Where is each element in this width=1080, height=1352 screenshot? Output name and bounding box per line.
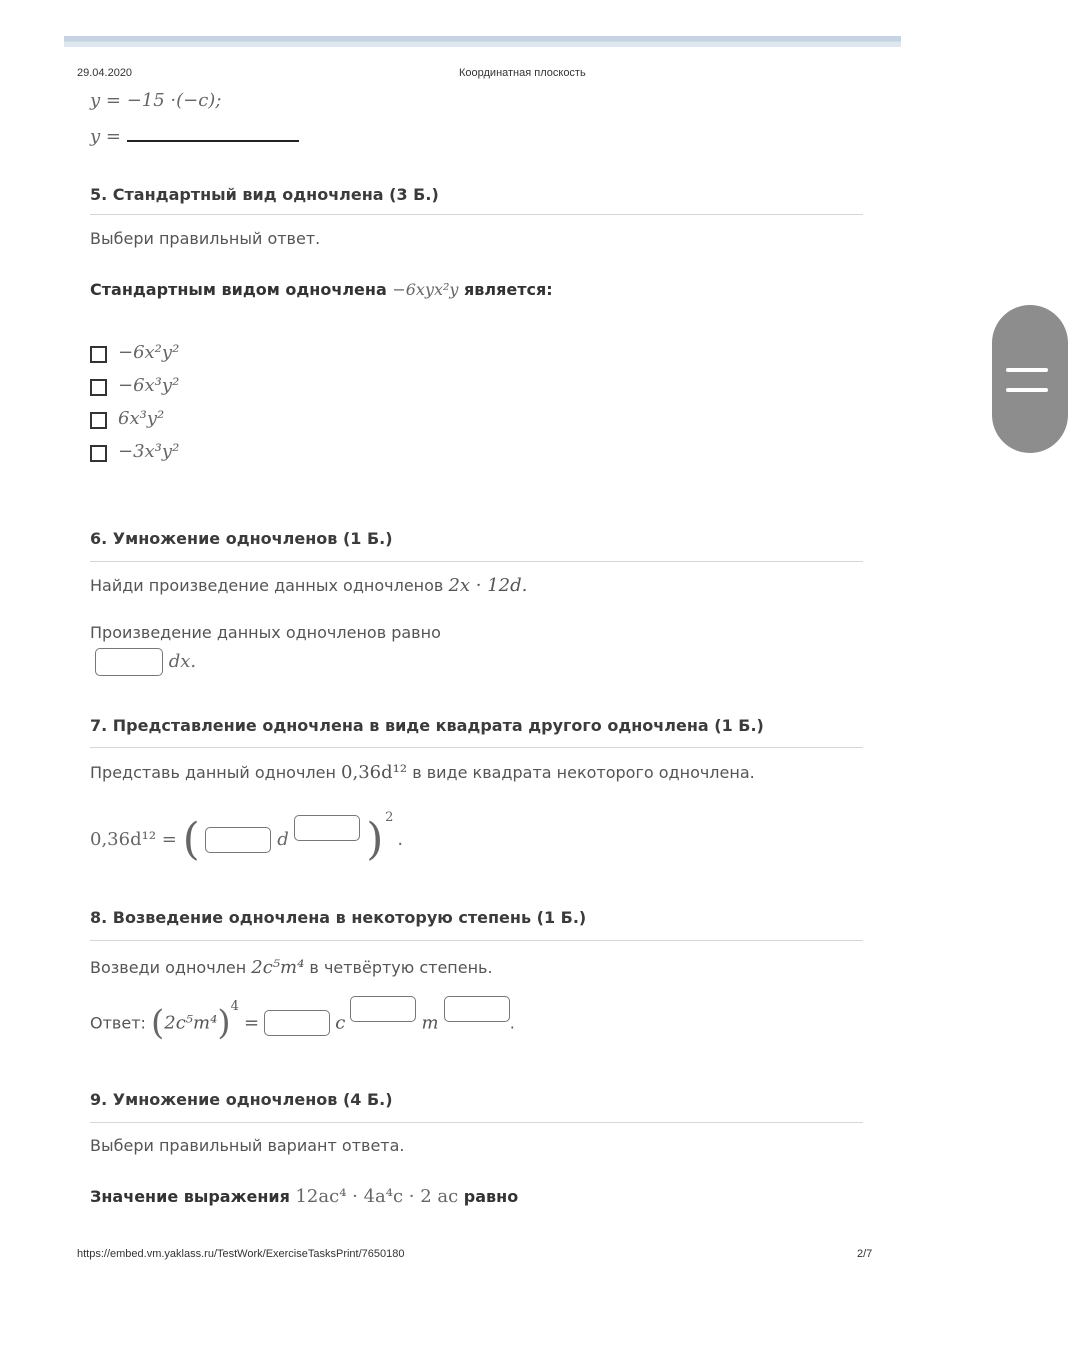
q9-prompt-before: Значение выражения: [90, 1187, 290, 1206]
q4-answer-prefix: y =: [90, 126, 121, 147]
q7-instruction-after: в виде квадрата некоторого одночлена.: [412, 763, 755, 782]
q7-instruction-before: Представь данный одночлен: [90, 763, 336, 782]
q6-divider: [90, 561, 863, 562]
q8-title: 8. Возведение одночлена в некоторую степень (1 Б.): [90, 908, 587, 927]
q5-option-3-label[interactable]: 6x³y²: [118, 408, 165, 429]
q8-instruction-expr: 2c⁵m⁴: [251, 957, 305, 978]
q7-coefficient-input[interactable]: [205, 827, 271, 853]
q5-option-1-checkbox[interactable]: [90, 346, 107, 363]
q8-instruction-before: Возведи одночлен: [90, 958, 247, 977]
q7-title: 7. Представление одночлена в виде квадрата другого одночлена (1 Б.): [90, 716, 764, 735]
q8-answer-row: [90, 998, 515, 1053]
q8-left-paren: (: [151, 1003, 165, 1043]
q7-instruction: [90, 762, 755, 783]
q4-answer-line: [90, 126, 299, 147]
q9-title: 9. Умножение одночленов (4 Б.): [90, 1090, 393, 1109]
q8-right-paren: ): [217, 1003, 231, 1043]
print-page-number: 2/7: [857, 1248, 873, 1260]
q7-equation: [90, 809, 404, 874]
q9-prompt: [90, 1186, 518, 1207]
q5-option-1-label[interactable]: −6x²y²: [118, 342, 180, 363]
q7-exponent-input[interactable]: [294, 815, 360, 841]
q4-answer-blank[interactable]: [127, 126, 299, 142]
q6-instruction-text: Найди произведение данных одночленов: [90, 576, 444, 595]
q8-var-c: c: [335, 1012, 346, 1034]
q5-prompt-expr: −6xyx²y: [392, 280, 459, 299]
q9-divider: [90, 1122, 863, 1123]
q6-instruction-expr: 2x · 12d.: [448, 575, 528, 596]
q7-instruction-expr: 0,36d¹²: [341, 762, 408, 783]
q5-prompt-after: является:: [464, 280, 553, 299]
q9-instruction: Выбери правильный вариант ответа.: [90, 1136, 405, 1155]
q8-equals: =: [243, 1012, 260, 1034]
drag-handle-line-top: [1006, 368, 1048, 372]
print-url: https://embed.vm.yaklass.ru/TestWork/ExerciseTasksPrint/7650180: [77, 1248, 405, 1260]
print-title: Координатная плоскость: [459, 67, 586, 79]
q7-outer-exponent: 2: [385, 809, 394, 825]
q6-title: 6. Умножение одночленов (1 Б.): [90, 529, 393, 548]
q7-right-paren: ): [366, 814, 384, 865]
q7-var: d: [277, 829, 289, 850]
q9-prompt-after: равно: [463, 1187, 519, 1206]
q8-period: .: [509, 1013, 515, 1033]
q8-base: 2c⁵m⁴: [164, 1012, 218, 1034]
q8-answer-label: Ответ:: [90, 1013, 146, 1033]
q8-coefficient-input[interactable]: [264, 1010, 330, 1036]
q6-answer-suffix: dx.: [168, 651, 197, 672]
scroll-handle[interactable]: [992, 305, 1068, 453]
print-date: 29.04.2020: [77, 67, 133, 79]
q5-option-3-checkbox[interactable]: [90, 412, 107, 429]
q8-instruction: [90, 957, 493, 978]
q5-option-4-label[interactable]: −3x³y²: [118, 441, 180, 462]
q5-divider: [90, 214, 863, 215]
q5-title: 5. Стандартный вид одночлена (3 Б.): [90, 185, 439, 204]
q8-var-m: m: [421, 1012, 439, 1034]
q5-prompt: [90, 280, 553, 299]
q8-divider: [90, 940, 863, 941]
q5-instruction: Выбери правильный ответ.: [90, 229, 321, 248]
q7-left-paren: (: [182, 814, 200, 865]
q4-equation: y = −15 ·(−c);: [90, 90, 222, 111]
q5-option-4-checkbox[interactable]: [90, 445, 107, 462]
q8-instruction-after: в четвёртую степень.: [309, 958, 493, 977]
q9-prompt-expr: 12ac⁴ · 4a⁴c · 2 ac: [295, 1186, 459, 1207]
q8-c-exponent-input[interactable]: [350, 996, 416, 1022]
q6-answer-row: [95, 648, 196, 676]
q7-period: .: [397, 829, 404, 850]
q5-option-2-label[interactable]: −6x³y²: [118, 375, 180, 396]
q6-instruction: [90, 575, 527, 596]
page-top-bar: [64, 36, 901, 47]
drag-handle-line-bottom: [1006, 388, 1048, 392]
q7-divider: [90, 747, 863, 748]
q8-m-exponent-input[interactable]: [444, 996, 510, 1022]
q5-option-2-checkbox[interactable]: [90, 379, 107, 396]
q8-outer-exponent: 4: [230, 998, 239, 1014]
q7-lhs: 0,36d¹² =: [90, 829, 177, 850]
q6-answer-input[interactable]: [95, 648, 163, 676]
q6-answer-label: Произведение данных одночленов равно: [90, 623, 441, 642]
q5-prompt-before: Стандартным видом одночлена: [90, 280, 387, 299]
